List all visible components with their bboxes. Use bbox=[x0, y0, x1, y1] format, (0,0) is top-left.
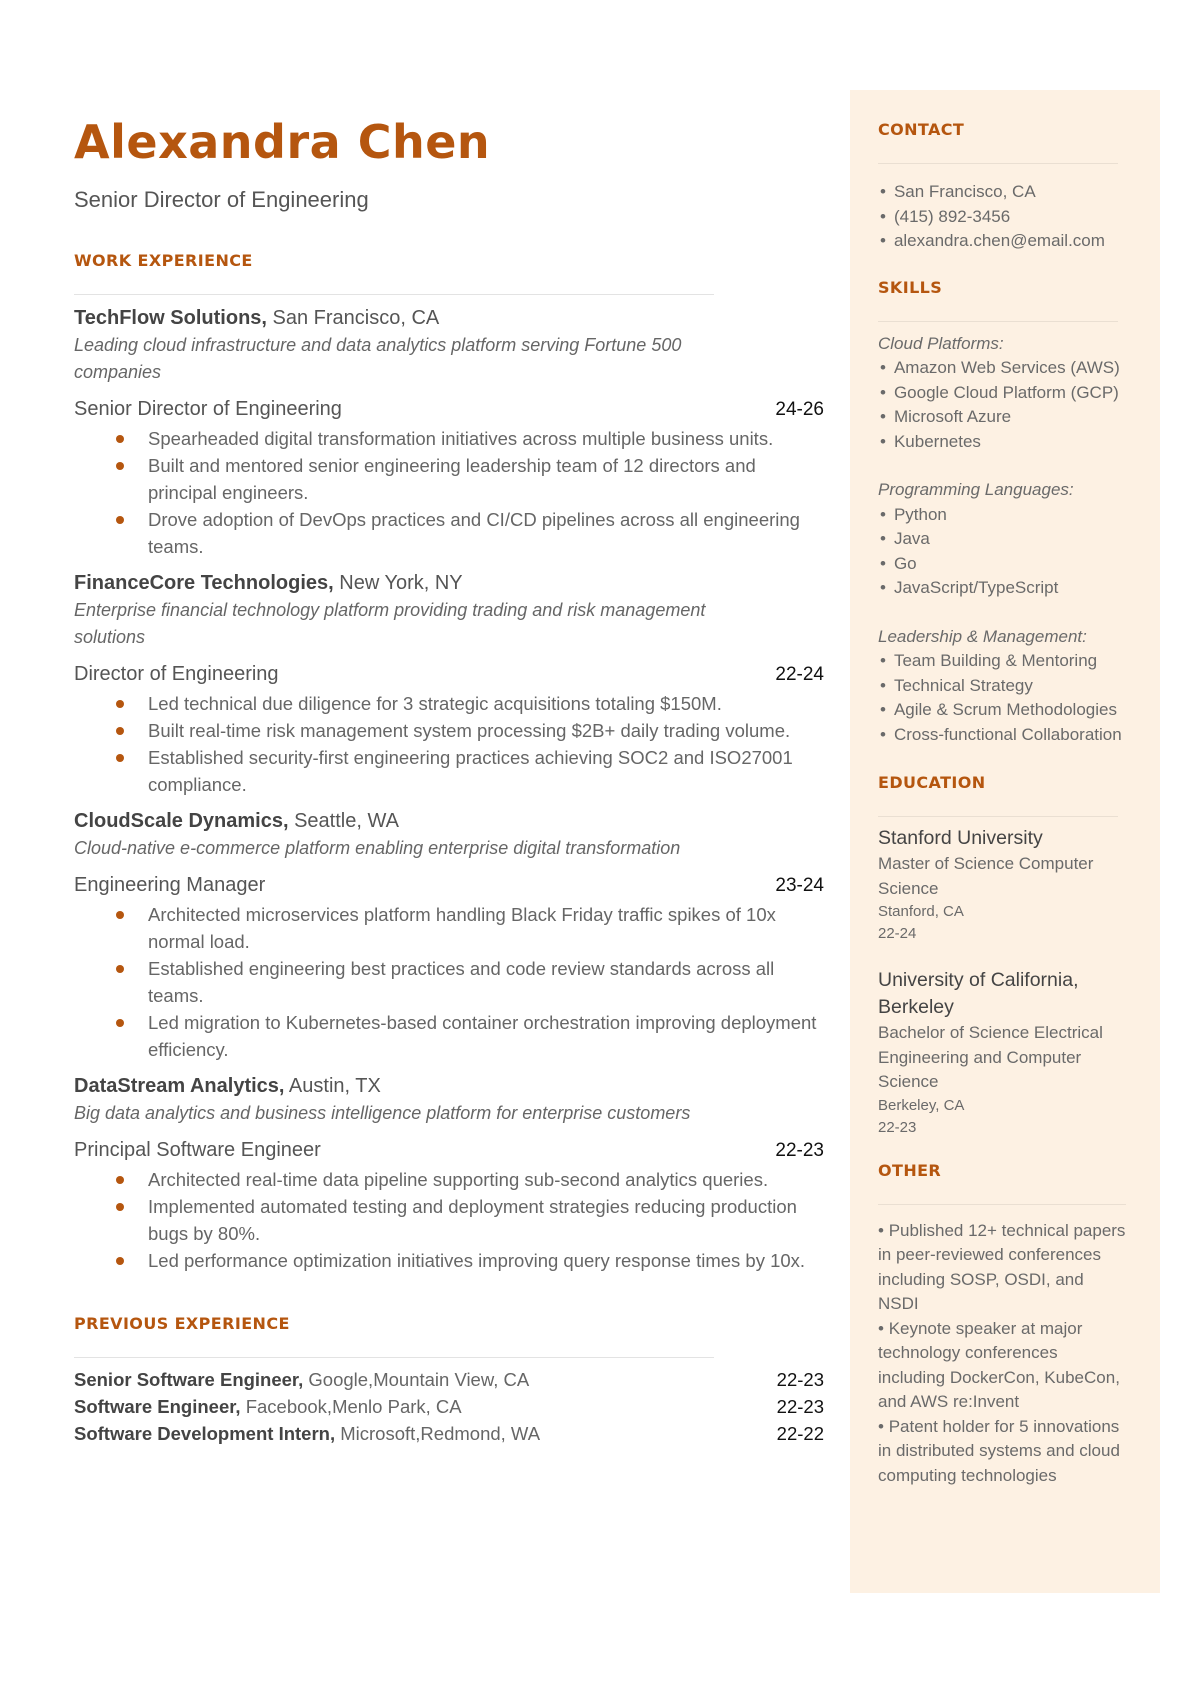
school-name: University of California, Berkeley bbox=[878, 969, 1079, 1018]
skill-item bbox=[878, 552, 1128, 577]
headline: Senior Director of Engineering bbox=[74, 187, 369, 212]
bullet-icon bbox=[116, 1257, 124, 1265]
candidate-name: Alexandra Chen bbox=[74, 115, 491, 169]
bullet-icon bbox=[116, 911, 124, 919]
company-name: CloudScale Dynamics, bbox=[74, 810, 289, 832]
bullet-icon bbox=[116, 462, 124, 470]
achievement-text: Architected real-time data pipeline supporting sub-second analytics queries. bbox=[148, 1169, 769, 1190]
school-name: Stanford University bbox=[878, 827, 1043, 849]
divider bbox=[878, 1204, 1126, 1205]
bullet-icon: • bbox=[880, 651, 886, 670]
bullet-icon bbox=[116, 516, 124, 524]
achievement-item bbox=[116, 1009, 824, 1063]
company-location: New York, NY bbox=[339, 572, 463, 594]
other-text: Published 12+ technical papers in peer-reviewed conferences including SOSP, OSDI, and NSDI bbox=[878, 1220, 1126, 1313]
bullet-icon: • bbox=[880, 529, 886, 548]
company-description: Enterprise financial technology platform providing trading and risk management solutions bbox=[74, 600, 706, 647]
bullet-icon: • bbox=[880, 358, 886, 377]
achievement-item bbox=[116, 1247, 824, 1274]
achievement-text: Implemented automated testing and deployment strategies reducing production bugs by 80%. bbox=[148, 1196, 797, 1244]
achievement-text: Built and mentored senior engineering leadership team of 12 directors and principal engineers. bbox=[148, 455, 756, 503]
achievement-item bbox=[116, 744, 824, 798]
previous-dates: 22-23 bbox=[776, 1369, 824, 1390]
divider bbox=[878, 321, 1118, 322]
skill-text: Cross-functional Collaboration bbox=[893, 724, 1122, 744]
achievement-list bbox=[74, 901, 824, 1063]
bullet-icon bbox=[116, 727, 124, 735]
school-location: Stanford, CA bbox=[878, 903, 964, 920]
achievement-text: Drove adoption of DevOps practices and CI/CD pipelines across all engineering teams. bbox=[148, 509, 800, 557]
previous-experience-title: PREVIOUS EXPERIENCE bbox=[74, 1314, 290, 1333]
previous-org: Microsoft,Redmond, WA bbox=[340, 1423, 541, 1444]
previous-dates: 22-22 bbox=[776, 1423, 824, 1444]
contact-text: alexandra.chen@email.com bbox=[893, 231, 1105, 250]
achievement-text: Architected microservices platform handling Black Friday traffic spikes of 10x normal load. bbox=[148, 904, 776, 952]
skill-text: Microsoft Azure bbox=[893, 407, 1012, 426]
achievement-item bbox=[116, 1166, 824, 1193]
other-text: Keynote speaker at major technology conferences including DockerCon, KubeCon, and AWS re:Invent bbox=[878, 1318, 1120, 1411]
bullet-icon: • bbox=[880, 700, 886, 719]
other-title: OTHER bbox=[878, 1160, 942, 1180]
bullet-icon: • bbox=[880, 382, 886, 402]
other-item bbox=[878, 1415, 1128, 1489]
bullet-icon bbox=[116, 1019, 124, 1027]
skill-text: Java bbox=[893, 529, 930, 548]
role-dates: 23-24 bbox=[775, 875, 824, 896]
previous-title: Software Development Intern, bbox=[74, 1423, 336, 1444]
bullet-icon: • bbox=[880, 182, 886, 201]
skill-text: Technical Strategy bbox=[893, 675, 1033, 695]
previous-title: Senior Software Engineer, bbox=[74, 1369, 304, 1390]
bullet-icon: • bbox=[880, 675, 886, 695]
company-description: Cloud-native e-commerce platform enabling enterprise digital transformation bbox=[74, 838, 681, 858]
previous-left bbox=[74, 1366, 529, 1393]
achievement-item bbox=[116, 901, 824, 955]
achievement-item bbox=[116, 1193, 824, 1247]
divider bbox=[878, 816, 1118, 817]
skill-group bbox=[878, 625, 1128, 748]
education-list bbox=[878, 825, 1128, 1139]
skill-item bbox=[878, 405, 1128, 430]
divider bbox=[74, 294, 714, 295]
contact-text: (415) 892-3456 bbox=[893, 206, 1011, 226]
company-name: DataStream Analytics, bbox=[74, 1075, 285, 1097]
company-location: Seattle, WA bbox=[294, 810, 399, 832]
skill-item bbox=[878, 723, 1128, 748]
skill-text: Team Building & Mentoring bbox=[893, 651, 1098, 670]
role-title: Engineering Manager bbox=[74, 874, 266, 896]
education-dates: 22-24 bbox=[878, 925, 917, 942]
company-line bbox=[74, 1073, 824, 1100]
education-item bbox=[878, 967, 1128, 1139]
other-list bbox=[878, 1219, 1128, 1489]
bullet-icon: • bbox=[880, 578, 886, 597]
previous-org: Facebook,Menlo Park, CA bbox=[245, 1396, 462, 1417]
sidebar bbox=[850, 90, 1160, 1593]
skill-text: Agile & Scrum Methodologies bbox=[893, 700, 1117, 719]
bullet-icon: • bbox=[880, 407, 886, 426]
skills-list bbox=[878, 332, 1128, 748]
bullet-icon: • bbox=[880, 504, 886, 524]
company-name: FinanceCore Technologies, bbox=[74, 572, 334, 594]
achievement-item bbox=[116, 425, 824, 452]
contact-title: CONTACT bbox=[878, 120, 965, 139]
previous-row bbox=[74, 1366, 824, 1393]
skill-item bbox=[878, 674, 1128, 699]
previous-org: Google,Mountain View, CA bbox=[308, 1369, 530, 1390]
role-dates: 22-23 bbox=[775, 1140, 824, 1161]
skill-text: Python bbox=[893, 504, 947, 524]
bullet-icon: • bbox=[880, 553, 886, 573]
contact-list bbox=[878, 180, 1128, 254]
contact-item bbox=[878, 180, 1128, 205]
other-text: Patent holder for 5 innovations in distributed systems and cloud computing technologies bbox=[878, 1416, 1120, 1485]
achievement-item bbox=[116, 955, 824, 1009]
bullet-icon bbox=[116, 1203, 124, 1211]
bullet-icon: • bbox=[880, 231, 886, 250]
skill-category: Programming Languages: bbox=[878, 480, 1074, 499]
achievement-text: Established engineering best practices and code review standards across all teams. bbox=[148, 958, 775, 1006]
achievement-item bbox=[116, 690, 824, 717]
skill-item bbox=[878, 527, 1128, 552]
role-row bbox=[74, 659, 824, 690]
main-column bbox=[74, 112, 824, 1447]
jobs-list bbox=[74, 305, 824, 1274]
previous-left bbox=[74, 1420, 540, 1447]
other-item bbox=[878, 1317, 1128, 1415]
bullet-icon: • bbox=[880, 724, 886, 744]
achievement-item bbox=[116, 452, 824, 506]
company-location: Austin, TX bbox=[288, 1075, 381, 1097]
education-item bbox=[878, 825, 1128, 945]
bullet-icon: • bbox=[880, 431, 886, 451]
school-location: Berkeley, CA bbox=[878, 1096, 965, 1114]
previous-list bbox=[74, 1366, 824, 1447]
achievement-item bbox=[116, 717, 824, 744]
skill-item bbox=[878, 381, 1128, 406]
skill-item bbox=[878, 576, 1128, 601]
role-row bbox=[74, 1135, 824, 1166]
previous-row bbox=[74, 1393, 824, 1420]
contact-item bbox=[878, 229, 1128, 254]
skill-text: Kubernetes bbox=[893, 431, 981, 451]
bullet-icon: • bbox=[880, 206, 886, 226]
achievement-list bbox=[74, 690, 824, 798]
bullet-icon: • bbox=[878, 1220, 889, 1240]
role-title: Director of Engineering bbox=[74, 663, 279, 685]
achievement-text: Spearheaded digital transformation initiatives across multiple business units. bbox=[148, 428, 774, 449]
bullet-icon: • bbox=[878, 1416, 889, 1436]
achievement-text: Established security-first engineering practices achieving SOC2 and ISO27001 compliance. bbox=[148, 747, 793, 795]
achievement-item bbox=[116, 506, 824, 560]
divider bbox=[74, 1357, 714, 1358]
role-title: Principal Software Engineer bbox=[74, 1139, 321, 1161]
previous-row bbox=[74, 1420, 824, 1447]
contact-text: San Francisco, CA bbox=[893, 182, 1036, 201]
achievement-text: Built real-time risk management system processing $2B+ daily trading volume. bbox=[148, 720, 791, 741]
bullet-icon bbox=[116, 965, 124, 973]
skill-items bbox=[878, 649, 1128, 747]
degree: Master of Science Computer Science bbox=[878, 854, 1094, 898]
company-line bbox=[74, 808, 824, 835]
skill-items bbox=[878, 503, 1128, 601]
education-dates: 22-23 bbox=[878, 1118, 917, 1136]
company-location: San Francisco, CA bbox=[272, 307, 440, 329]
skill-group bbox=[878, 478, 1128, 601]
company-description: Big data analytics and business intelligence platform for enterprise customers bbox=[74, 1103, 691, 1123]
education-title: EDUCATION bbox=[878, 773, 986, 792]
role-row bbox=[74, 870, 824, 901]
role-row bbox=[74, 394, 824, 425]
skill-group bbox=[878, 332, 1128, 455]
company-description: Leading cloud infrastructure and data analytics platform serving Fortune 500 companies bbox=[74, 335, 682, 382]
achievement-text: Led migration to Kubernetes-based container orchestration improving deployment efficiency. bbox=[148, 1012, 817, 1060]
company-line bbox=[74, 305, 824, 332]
bullet-icon: • bbox=[878, 1318, 889, 1338]
role-dates: 22-24 bbox=[775, 664, 824, 685]
skill-item bbox=[878, 430, 1128, 455]
previous-title: Software Engineer, bbox=[74, 1396, 241, 1417]
company-name: TechFlow Solutions, bbox=[74, 307, 267, 329]
achievement-text: Led technical due diligence for 3 strategic acquisitions totaling $150M. bbox=[148, 693, 722, 714]
skill-item bbox=[878, 698, 1128, 723]
skill-category: Leadership & Management: bbox=[878, 626, 1087, 646]
work-experience-title: WORK EXPERIENCE bbox=[74, 251, 253, 270]
bullet-icon bbox=[116, 435, 124, 443]
company-line bbox=[74, 570, 824, 597]
skill-item bbox=[878, 356, 1128, 381]
contact-item bbox=[878, 205, 1128, 230]
bullet-icon bbox=[116, 1176, 124, 1184]
previous-left bbox=[74, 1393, 462, 1420]
achievement-text: Led performance optimization initiatives improving query response times by 10x. bbox=[148, 1250, 806, 1271]
skill-category: Cloud Platforms: bbox=[878, 333, 1004, 353]
skill-text: Google Cloud Platform (GCP) bbox=[893, 382, 1119, 402]
achievement-list bbox=[74, 425, 824, 560]
skill-item bbox=[878, 649, 1128, 674]
other-item bbox=[878, 1219, 1128, 1317]
previous-dates: 22-23 bbox=[776, 1396, 824, 1417]
skill-item bbox=[878, 503, 1128, 528]
divider bbox=[878, 163, 1118, 164]
degree: Bachelor of Science Electrical Engineering and Computer Science bbox=[878, 1023, 1103, 1091]
bullet-icon bbox=[116, 754, 124, 762]
role-dates: 24-26 bbox=[775, 399, 824, 420]
skill-items bbox=[878, 356, 1128, 454]
skill-text: Amazon Web Services (AWS) bbox=[893, 358, 1120, 377]
skills-title: SKILLS bbox=[878, 277, 943, 297]
achievement-list bbox=[74, 1166, 824, 1274]
skill-text: JavaScript/TypeScript bbox=[893, 578, 1059, 597]
skill-text: Go bbox=[893, 553, 917, 573]
role-title: Senior Director of Engineering bbox=[74, 398, 342, 420]
bullet-icon bbox=[116, 700, 124, 708]
